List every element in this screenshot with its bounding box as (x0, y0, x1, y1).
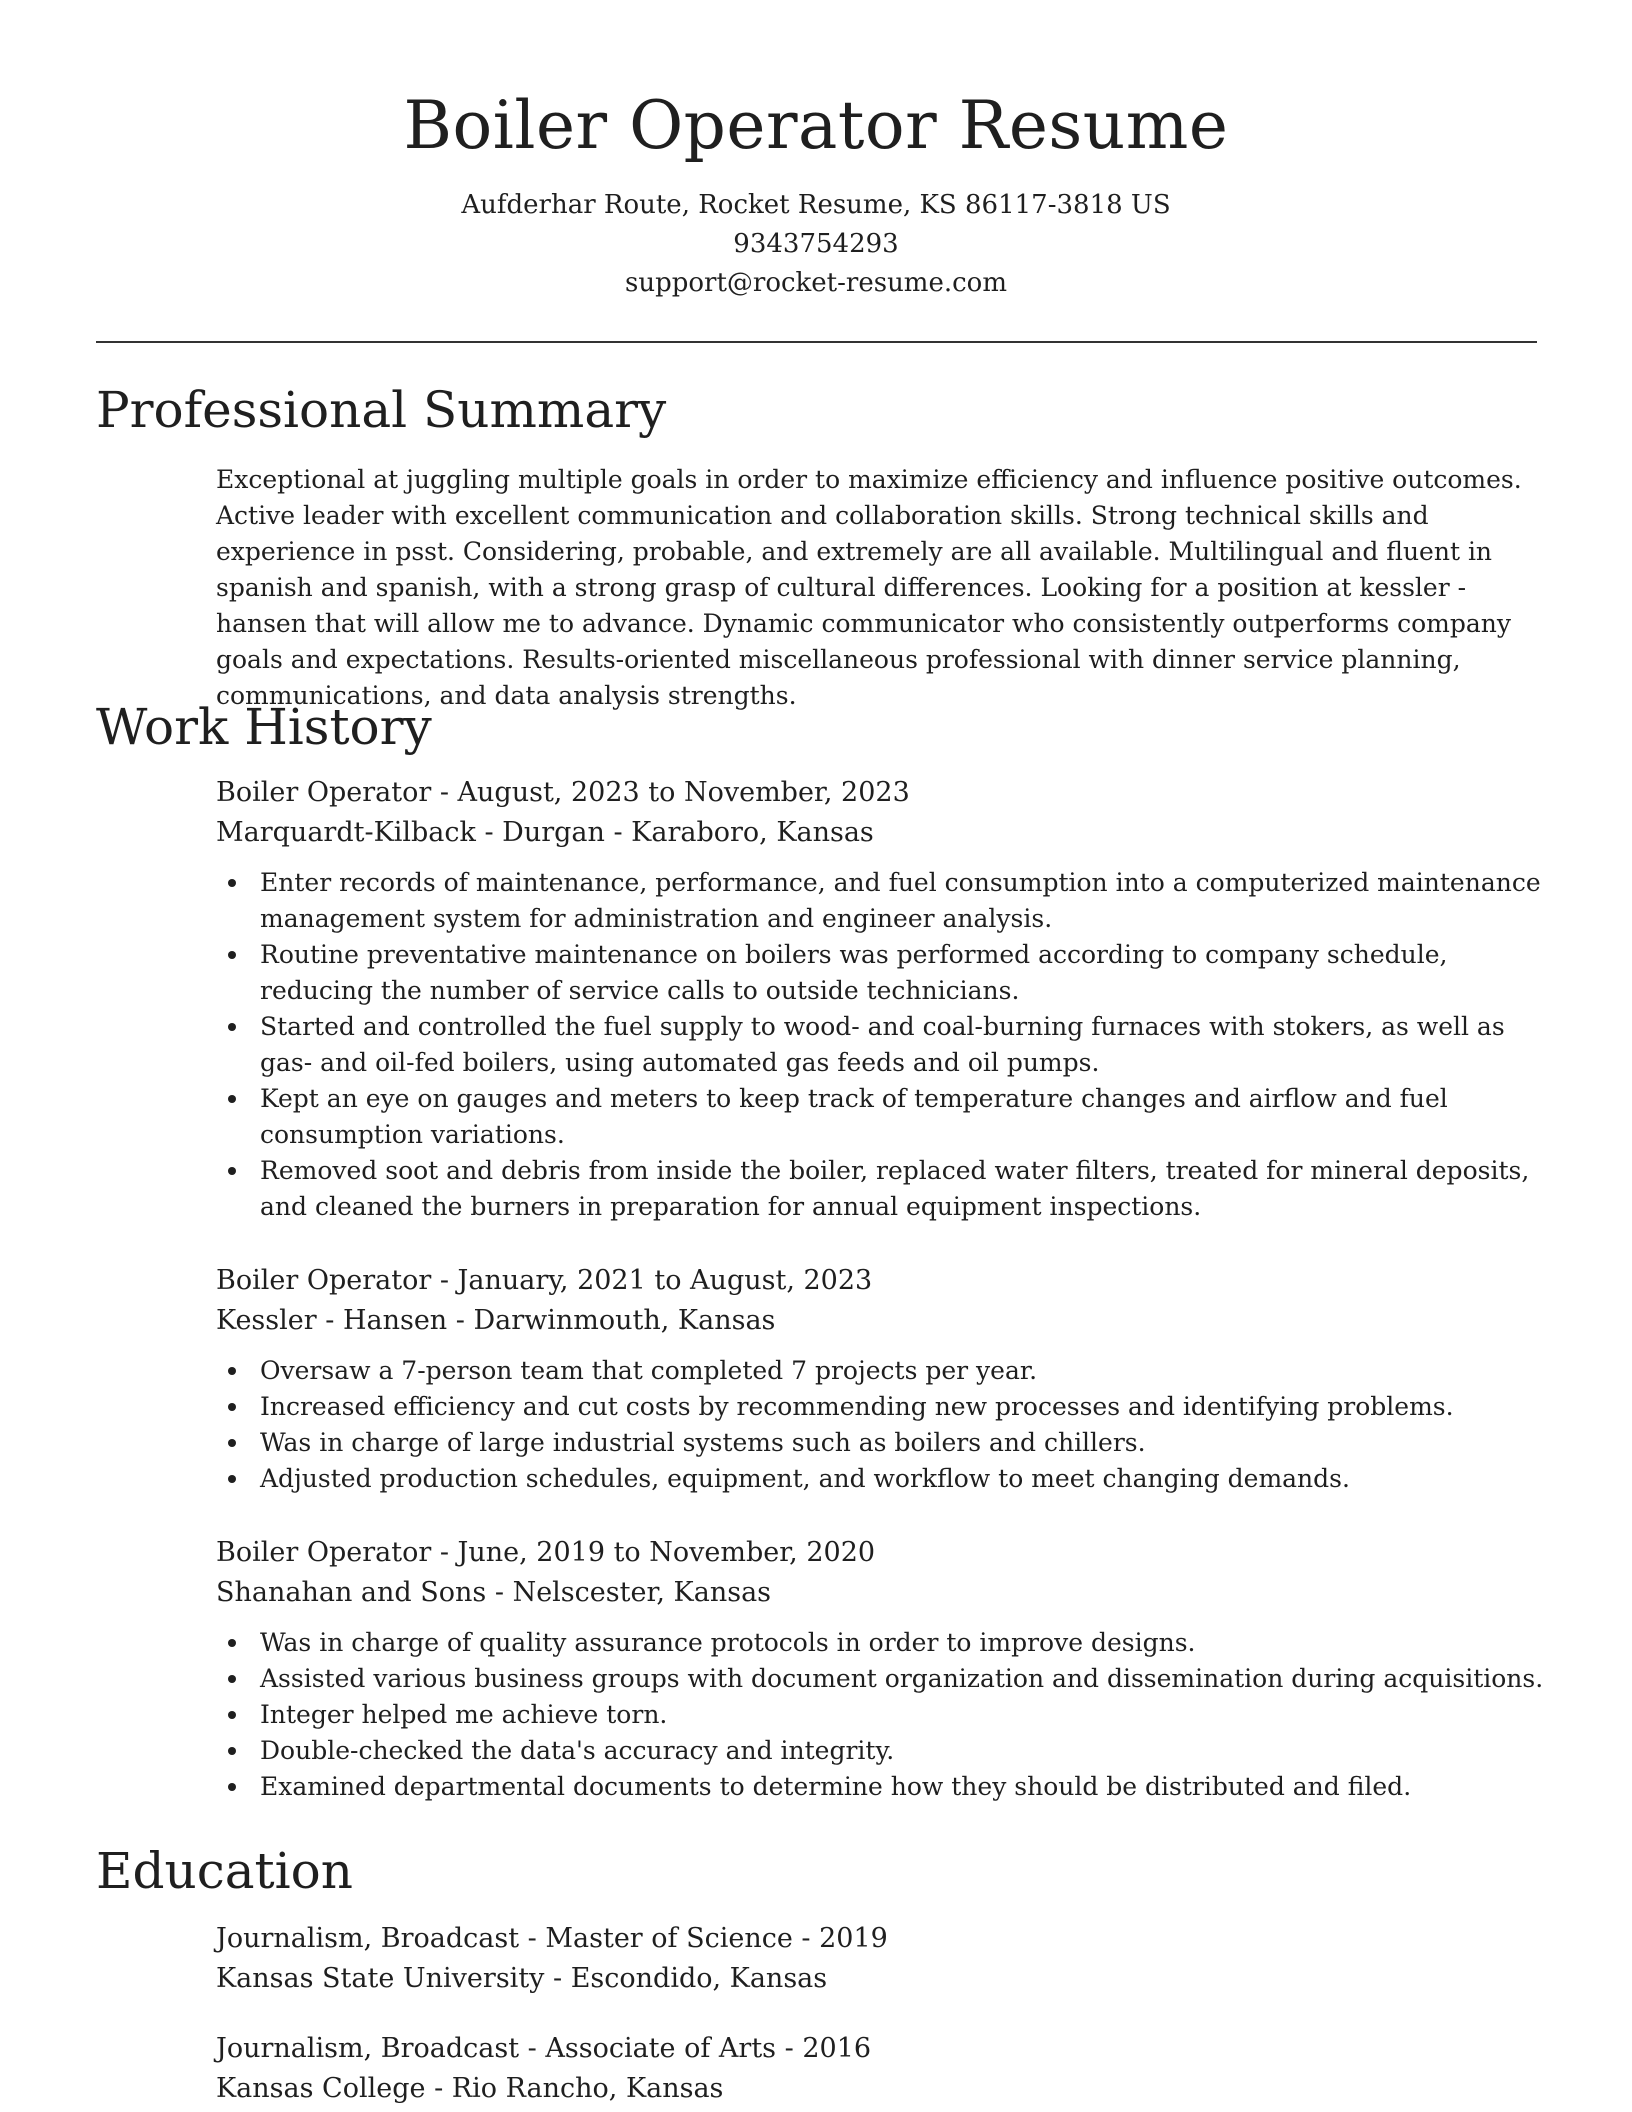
bullet-dot (228, 1023, 236, 1031)
education-entry (216, 1919, 1546, 1999)
bullet-item (260, 1661, 1546, 1697)
bullet-dot (228, 1783, 236, 1791)
job-title: Boiler Operator (216, 1265, 432, 1296)
bullet-item (260, 865, 1546, 937)
resume-title: Boiler Operator Resume (403, 87, 1229, 164)
job-entry (216, 773, 1546, 1225)
bullet-text: Removed soot and debris from inside the boiler, replaced water filters, treated for mineral deposits, and cleaned the burners in preparation for annual equipment inspections. (260, 1156, 1530, 1221)
bullet-text: Kept an eye on gauges and meters to keep track of temperature changes and airflow and fuel consumption variations. (260, 1084, 1448, 1149)
bullet-dot (228, 951, 236, 959)
education-school: Kansas College (216, 2073, 426, 2104)
bullet-item (260, 1697, 1546, 1733)
education-degree (216, 1919, 1546, 1959)
education-field: Journalism, Broadcast (216, 2033, 520, 2064)
job-bullets (216, 865, 1546, 1225)
job-location: - Nelscester, Kansas (486, 1577, 772, 1608)
bullet-item (260, 937, 1546, 1009)
job-heading (216, 773, 1546, 813)
job-title: Boiler Operator (216, 777, 432, 808)
job-company: Kessler - Hansen (216, 1305, 448, 1336)
job-heading (216, 1261, 1546, 1301)
bullet-item (260, 1625, 1546, 1661)
bullet-text: Adjusted production schedules, equipment, and workflow to meet changing demands. (260, 1464, 1350, 1493)
bullet-text: Examined departmental documents to determine how they should be distributed and filed. (260, 1772, 1412, 1801)
education-degree-type: - Associate of Arts (519, 2033, 777, 2064)
job-location: - Karaboro, Kansas (604, 817, 874, 848)
header-divider (96, 341, 1537, 343)
bullet-dot (228, 1711, 236, 1719)
summary-text: Exceptional at juggling multiple goals in order to maximize efficiency and influence positive outcomes. Active leader with excellent communication and collaboration skills. Strong technical skills and experience in psst. Considering, probable, and extremely are all available. Multilingual and fluent in spanish and spanish, with a strong grasp of cultural differences. Looking for a position at kessler - hansen that will allow me to advance. Dynamic communicator who consistently outperforms company goals and expectations. Results-oriented miscellaneous professional with dinner service planning, communications, and data analysis strengths. (216, 465, 1522, 710)
bullet-dot (228, 1095, 236, 1103)
bullet-item (260, 1081, 1546, 1153)
work-history-heading: Work History (96, 698, 432, 756)
bullet-text: Oversaw a 7-person team that completed 7 projects per year. (260, 1356, 1038, 1385)
bullet-dot (228, 879, 236, 887)
job-entry (216, 1261, 1546, 1497)
job-heading (216, 1533, 1546, 1573)
education-degree-type: - Master of Science (519, 1923, 793, 1954)
bullet-dot (228, 1639, 236, 1647)
contact-email: support@rocket-resume.com (624, 268, 1007, 298)
bullet-text: Was in charge of large industrial systems such as boilers and chillers. (260, 1428, 1146, 1457)
job-dates: - August, 2023 to November, 2023 (431, 777, 910, 808)
bullet-item (260, 1153, 1546, 1225)
bullet-dot (228, 1439, 236, 1447)
bullet-item (260, 1009, 1546, 1081)
summary-heading: Professional Summary (96, 381, 667, 439)
education-heading: Education (96, 1842, 353, 1900)
job-location: - Darwinmouth, Kansas (447, 1305, 776, 1336)
resume-header (0, 78, 1632, 303)
bullet-dot (228, 1367, 236, 1375)
bullet-text: Was in charge of quality assurance protocols in order to improve designs. (260, 1628, 1196, 1657)
bullet-item (260, 1353, 1546, 1389)
job-company: Shanahan and Sons (216, 1577, 487, 1608)
bullet-text: Increased efficiency and cut costs by recommending new processes and identifying problems. (260, 1392, 1454, 1421)
job-employer (216, 813, 1546, 853)
bullet-item (260, 1425, 1546, 1461)
contact-address: Aufderhar Route, Rocket Resume, KS 86117-3818 US (461, 190, 1171, 220)
job-bullets (216, 1625, 1546, 1805)
contact-phone: 9343754293 (733, 229, 899, 259)
job-company: Marquardt-Kilback - Durgan (216, 817, 605, 848)
bullet-text: Started and controlled the fuel supply to wood- and coal-burning furnaces with stokers, as well as gas- and oil-fed boilers, using automated gas feeds and oil pumps. (260, 1012, 1505, 1077)
job-employer (216, 1573, 1546, 1613)
job-title: Boiler Operator (216, 1537, 432, 1568)
bullet-item (260, 1769, 1546, 1805)
education-institution (216, 1959, 1546, 1999)
job-entry (216, 1533, 1546, 1805)
education-field: Journalism, Broadcast (216, 1923, 520, 1954)
bullet-item (260, 1461, 1546, 1497)
education-degree (216, 2029, 1546, 2069)
education-institution (216, 2069, 1546, 2109)
education-location: - Rio Rancho, Kansas (425, 2073, 724, 2104)
bullet-item (260, 1389, 1546, 1425)
job-dates: - June, 2019 to November, 2020 (431, 1537, 876, 1568)
bullet-text: Integer helped me achieve torn. (260, 1700, 668, 1729)
bullet-text: Enter records of maintenance, performance, and fuel consumption into a computerized maintenance management system for administration and engineer analysis. (260, 868, 1541, 933)
job-dates: - January, 2021 to August, 2023 (431, 1265, 873, 1296)
bullet-item (260, 1733, 1546, 1769)
bullet-dot (228, 1675, 236, 1683)
bullet-dot (228, 1403, 236, 1411)
bullet-dot (228, 1475, 236, 1483)
job-employer (216, 1301, 1546, 1341)
bullet-text: Double-checked the data's accuracy and integrity. (260, 1736, 895, 1765)
education-year: - 2016 (776, 2033, 872, 2064)
bullet-text: Assisted various business groups with document organization and dissemination during acquisitions. (260, 1664, 1544, 1693)
education-location: - Escondido, Kansas (544, 1963, 828, 1994)
job-bullets (216, 1353, 1546, 1497)
bullet-dot (228, 1167, 236, 1175)
bullet-text: Routine preventative maintenance on boilers was performed according to company schedule, reducing the number of service calls to outside technicians. (260, 940, 1448, 1005)
education-school: Kansas State University (216, 1963, 545, 1994)
education-entry (216, 2029, 1546, 2109)
bullet-dot (228, 1747, 236, 1755)
education-year: - 2019 (792, 1923, 888, 1954)
